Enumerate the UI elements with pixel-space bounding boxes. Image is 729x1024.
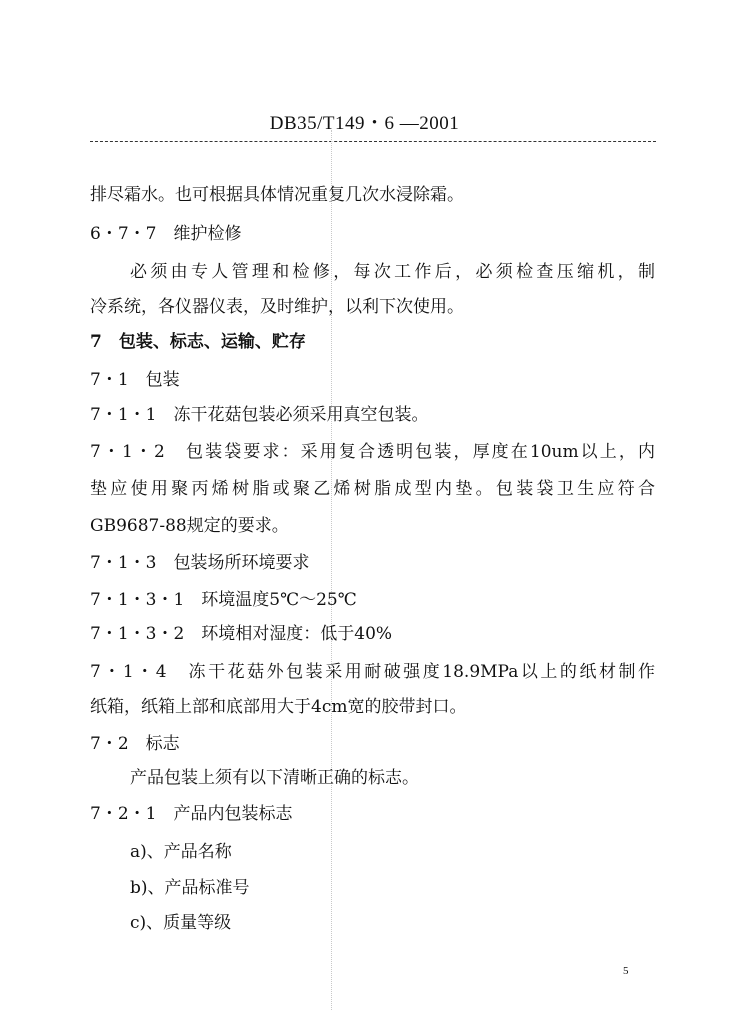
paragraph-line: 纸箱，纸箱上部和底部用大于4cm宽的胶带封口。 bbox=[90, 697, 467, 717]
section-heading-6-7-7: 6・7・7 维护检修 bbox=[90, 224, 242, 244]
standard-code-header: DB35/T149・6 —2001 bbox=[269, 113, 460, 134]
paragraph-line: 垫应使用聚丙烯树脂或聚乙烯树脂成型内垫。包装袋卫生应符合 bbox=[90, 479, 655, 499]
clause-7-1-2: 7・1・2 包装袋要求：采用复合透明包装，厚度在10um以上，内 bbox=[90, 442, 655, 462]
list-item: a)、产品名称 bbox=[130, 842, 232, 862]
chapter-heading-7: 7 包装、标志、运输、贮存 bbox=[90, 332, 306, 352]
section-heading-7-2: 7・2 标志 bbox=[90, 734, 180, 754]
paragraph-line: GB9687-88规定的要求。 bbox=[90, 516, 289, 536]
clause-7-2-1: 7・2・1 产品内包装标志 bbox=[90, 804, 293, 824]
text-line: 排尽霜水。也可根据具体情况重复几次水浸除霜。 bbox=[90, 185, 464, 205]
clause-7-1-3: 7・1・3 包装场所环境要求 bbox=[90, 553, 310, 573]
page-number: 5 bbox=[623, 965, 629, 977]
clause-7-1-1: 7・1・1 冻干花菇包装必须采用真空包装。 bbox=[90, 405, 429, 425]
list-item: c)、质量等级 bbox=[130, 913, 232, 933]
clause-7-1-4: 7・1・4 冻干花菇外包装采用耐破强度18.9MPa以上的纸材制作 bbox=[90, 662, 655, 682]
paragraph-line: 冷系统，各仪器仪表，及时维护，以利下次使用。 bbox=[90, 297, 464, 317]
clause-7-1-3-1: 7・1・3・1 环境温度5℃～25℃ bbox=[90, 590, 357, 610]
paragraph-line: 必须由专人管理和检修，每次工作后，必须检查压缩机，制 bbox=[130, 262, 655, 282]
clause-7-1-3-2: 7・1・3・2 环境相对湿度：低于40% bbox=[90, 624, 393, 644]
header-divider bbox=[90, 141, 656, 142]
section-heading-7-1: 7・1 包装 bbox=[90, 370, 180, 390]
list-item: b)、产品标准号 bbox=[130, 878, 250, 898]
paragraph-line: 产品包装上须有以下清晰正确的标志。 bbox=[130, 768, 419, 788]
